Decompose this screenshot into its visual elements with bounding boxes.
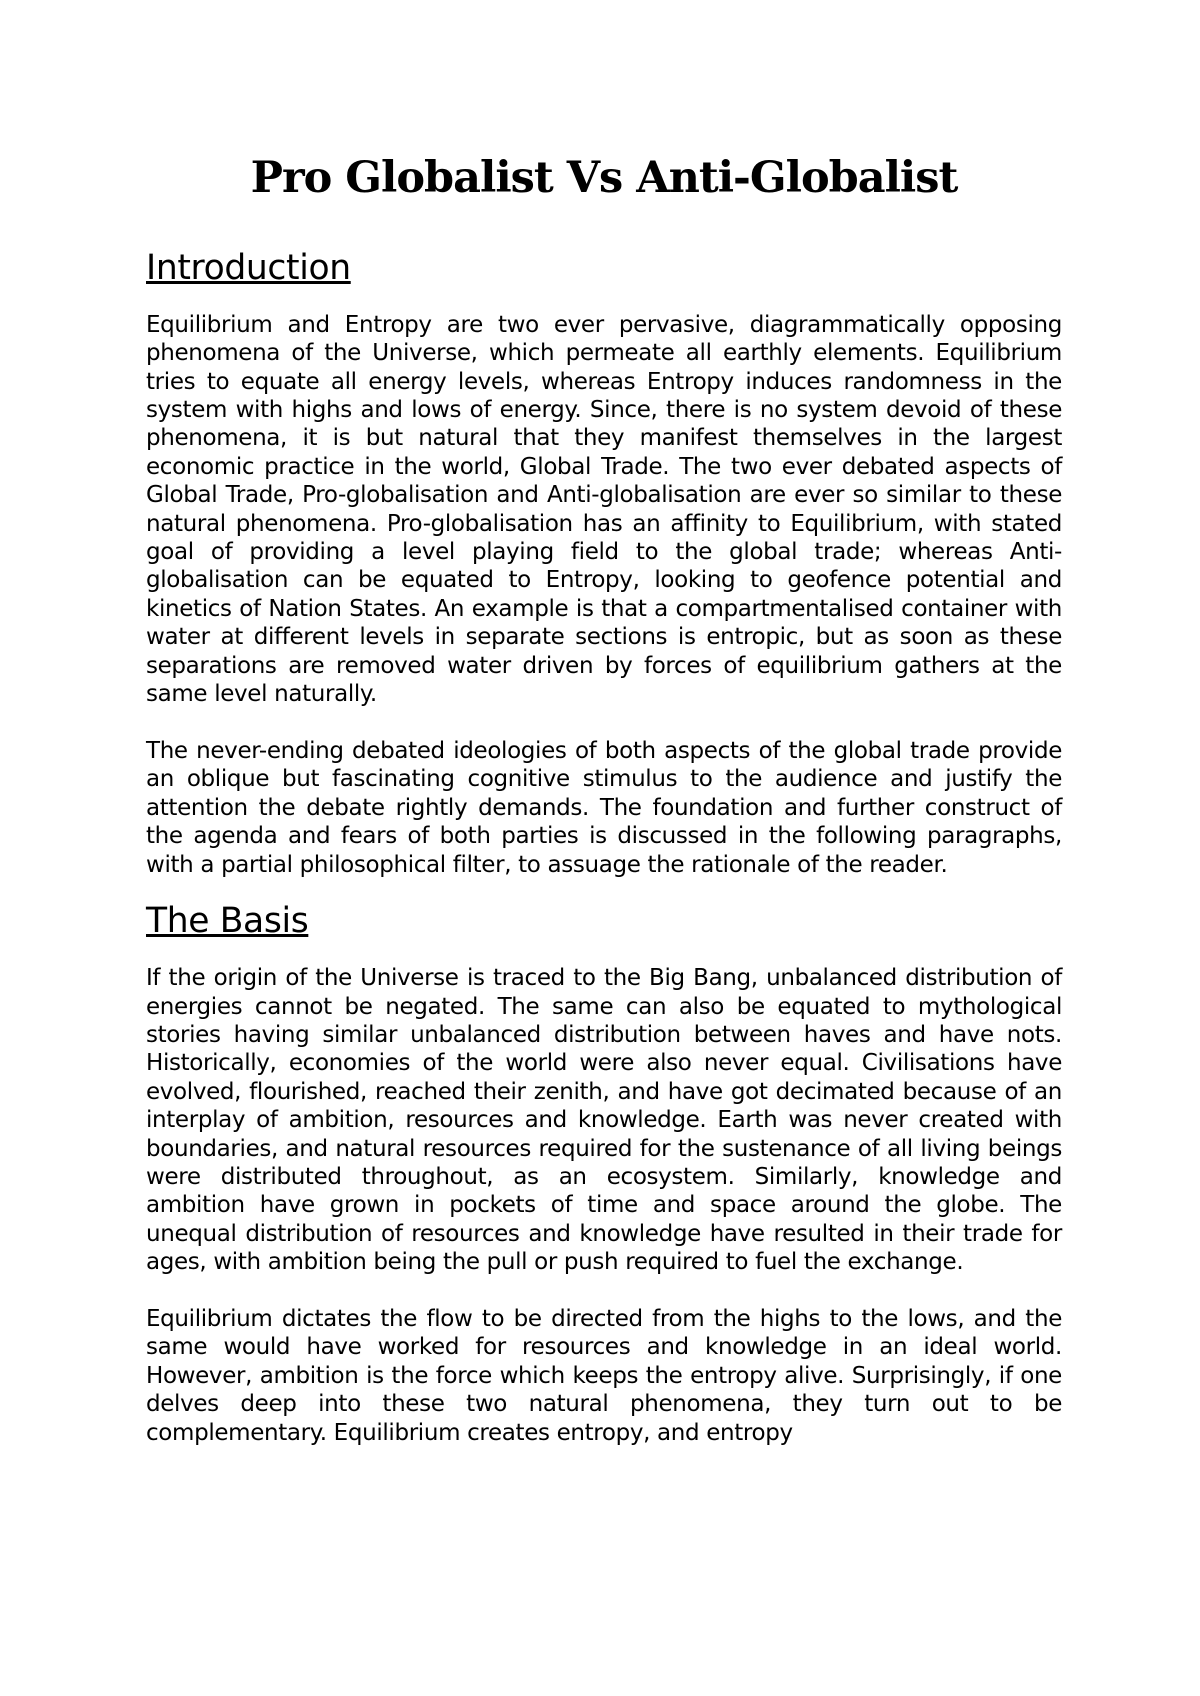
document-page xyxy=(146,0,1062,1696)
section-heading-basis: The Basis xyxy=(146,901,309,942)
introduction-paragraph-2: The never-ending debated ideologies of both aspects of the global trade provide an oblique but fascinating cognitive stimulus to the audience and justify the attention the debate rightly demands. The foundation and further construct of the agenda and fears of both parties is discussed in the following paragraphs, with a partial philosophical filter, to assuage the rationale of the reader. xyxy=(146,737,1062,878)
basis-paragraph-2: Equilibrium dictates the flow to be directed from the highs to the lows, and the same would have worked for resources and knowledge in an ideal world. However, ambition is the force which keeps the entropy alive. Surprisingly, if one delves deep into these two natural phenomena, they turn out to be complementary. Equilibrium creates entropy, and entropy xyxy=(146,1305,1062,1446)
section-heading-introduction: Introduction xyxy=(146,248,351,288)
basis-paragraph-1: If the origin of the Universe is traced to the Big Bang, unbalanced distribution of energies cannot be negated. The same can also be equated to mythological stories having similar unbalanced distribution between haves and have nots. Historically, economies of the world were also never equal. Civilisations have evolved, flourished, reached their zenith, and have got decimated because of an interplay of ambition, resources and knowledge. Earth was never created with boundaries, and natural resources required for the sustenance of all living beings were distributed throughout, as an ecosystem. Similarly, knowledge and ambition have grown in pockets of time and space around the globe. The unequal distribution of resources and knowledge have resulted in their trade for ages, with ambition being the pull or push required to fuel the exchange. xyxy=(146,965,1062,1276)
document-body xyxy=(146,248,1062,1475)
introduction-paragraph-1: Equilibrium and Entropy are two ever pervasive, diagrammatically opposing phenomena of the Universe, which permeate all earthly elements. Equilibrium tries to equate all energy levels, whereas Entropy induces randomness in the system with highs and lows of energy. Since, there is no system devoid of these phenomena, it is but natural that they manifest themselves in the largest economic practice in the world, Global Trade. The two ever debated aspects of Global Trade, Pro-globalisation and Anti-globalisation are ever so similar to these natural phenomena. Pro-globalisation has an affinity to Equilibrium, with stated goal of providing a level playing field to the global trade; whereas Anti-globalisation can be equated to Entropy, looking to geofence potential and kinetics of Nation States. An example is that a compartmentalised container with water at different levels in separate sections is entropic, but as soon as these separations are removed water driven by forces of equilibrium gathers at the same level naturally. xyxy=(146,311,1062,708)
document-title: Pro Globalist Vs Anti-Globalist xyxy=(250,153,958,203)
